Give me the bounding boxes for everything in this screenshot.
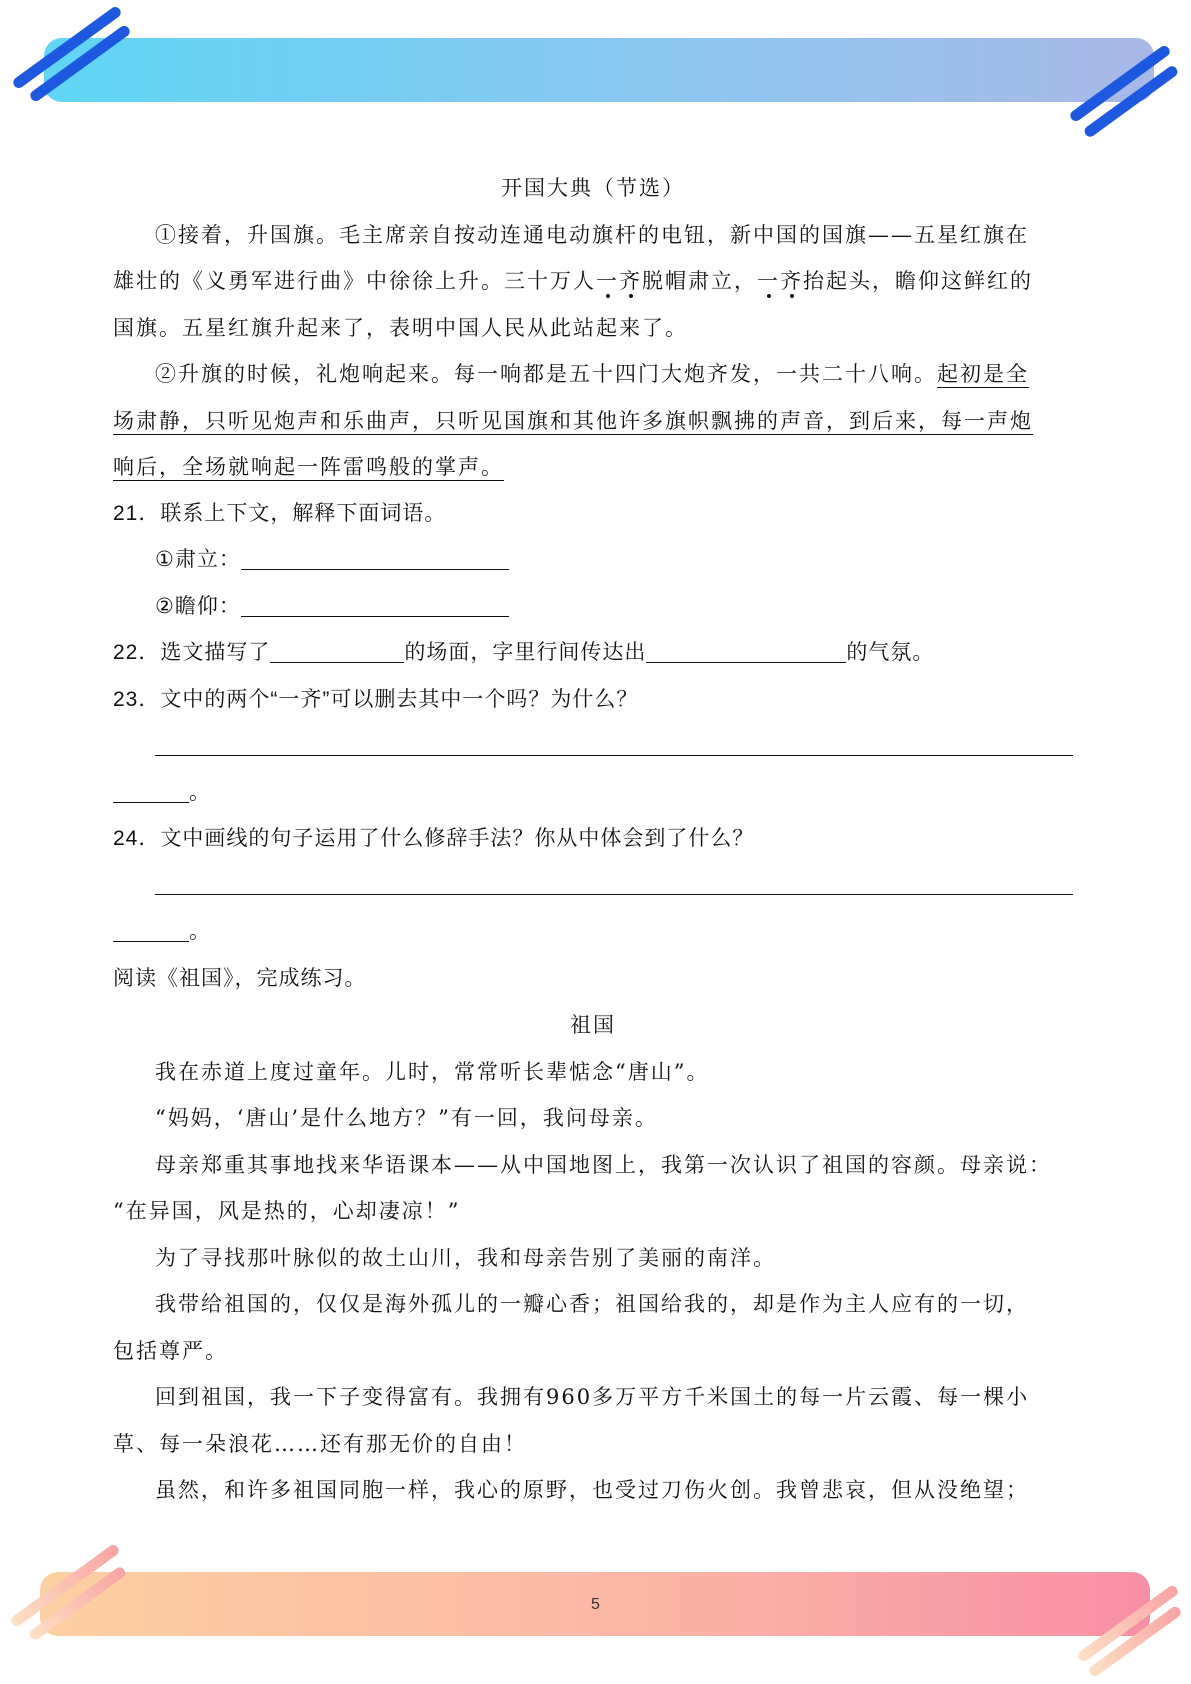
end-mark: 。 bbox=[189, 920, 211, 943]
passage-2-line-2: “妈妈，‘唐山’是什么地方？”有一回，我问母亲。 bbox=[155, 1106, 658, 1130]
header-band bbox=[44, 38, 1154, 102]
answer-area-24-end bbox=[113, 909, 1073, 956]
passage-2-line-3: 母亲郑重其事地找来华语课本——从中国地图上，我第一次认识了祖国的容颜。母亲说： bbox=[155, 1152, 1052, 1177]
underlined-sentence-end: 响后，全场就响起一阵雷鸣般的掌声。 bbox=[113, 455, 504, 479]
emphasis-dot-char: 一 bbox=[596, 269, 619, 293]
paragraph-2-line-3 bbox=[113, 444, 1073, 491]
emphasized-word-yiqi-2 bbox=[757, 269, 803, 293]
passage-2-line-5: 为了寻找那叶脉似的故土山川，我和母亲告别了美丽的南洋。 bbox=[155, 1245, 776, 1270]
passage-2-title: 祖国 bbox=[570, 1013, 616, 1037]
passage-title: 开国大典（节选） bbox=[501, 176, 685, 200]
page-number: 5 bbox=[591, 1596, 600, 1613]
emphasis-dot-char: 一 bbox=[757, 269, 780, 293]
underlined-sentence-start: 起初是全 bbox=[937, 362, 1029, 386]
reading-instruction: 阅读《祖国》，完成练习。 bbox=[113, 966, 367, 990]
answer-blank-24-tail[interactable] bbox=[113, 915, 189, 942]
paragraph-1-line-3: 国旗。五星红旗升起来了，表明中国人民从此站起来了。 bbox=[113, 315, 688, 340]
passage-2-line-9: 草、每一朵浪花……还有那无价的自由！ bbox=[113, 1431, 527, 1456]
text-span: 雄壮的《义勇军进行曲》中徐徐上升。三十万人 bbox=[113, 269, 596, 293]
answer-blank-atmosphere[interactable] bbox=[646, 636, 846, 663]
passage-2-line-6: 我带给祖国的，仅仅是海外孤儿的一瓣心香；祖国给我的，却是作为主人应有的一切， bbox=[155, 1292, 1029, 1316]
answer-area-23-end bbox=[113, 770, 1073, 817]
worksheet-content bbox=[113, 165, 1073, 1514]
passage-2-line-7: 包括尊严。 bbox=[113, 1338, 228, 1363]
question-23: 23．文中的两个“一齐”可以删去其中一个吗？为什么？ bbox=[113, 687, 639, 711]
passage-2-line-1: 我在赤道上度过童年。儿时，常常听长辈惦念“唐山”。 bbox=[155, 1059, 710, 1084]
passage-2-line-4: “在异国，风是热的，心却凄凉！” bbox=[113, 1199, 461, 1223]
question-21-b bbox=[113, 584, 1073, 631]
question-21-a bbox=[113, 537, 1073, 584]
paragraph-2-line-1 bbox=[113, 351, 1073, 398]
text-span: ②升旗的时候，礼炮响起来。每一响都是五十四门大炮齐发，一共二十八响。 bbox=[155, 362, 937, 386]
question-21-a-label: ①肃立： bbox=[155, 548, 241, 571]
emphasis-dot-char: 齐 bbox=[780, 269, 803, 293]
passage-2-line-10: 虽然，和许多祖国同胞一样，我心的原野，也受过刀伤火创。我曾悲哀，但从没绝望； bbox=[155, 1478, 1029, 1502]
emphasis-dot-char: 齐 bbox=[619, 269, 642, 293]
answer-blank-23-tail[interactable] bbox=[113, 776, 189, 803]
answer-blank-suli[interactable] bbox=[241, 543, 509, 570]
answer-blank-scene[interactable] bbox=[270, 636, 404, 663]
question-24: 24．文中画线的句子运用了什么修辞手法？你从中体会到了什么？ bbox=[113, 827, 755, 850]
answer-area-24[interactable] bbox=[113, 863, 1073, 910]
answer-rule bbox=[155, 755, 1073, 756]
question-21: 21．联系上下文，解释下面词语。 bbox=[113, 501, 447, 525]
question-21-b-label: ②瞻仰： bbox=[155, 594, 241, 618]
question-22 bbox=[113, 630, 1073, 677]
question-22-text-a: 22．选文描写了 bbox=[113, 641, 271, 664]
question-22-text-b: 的场面，字里行间传达出 bbox=[404, 641, 647, 664]
text-span: 脱帽肃立， bbox=[642, 269, 757, 293]
answer-rule bbox=[155, 894, 1073, 895]
paragraph-2-line-2 bbox=[113, 398, 1073, 445]
question-22-text-c: 的气氛。 bbox=[846, 641, 935, 664]
passage-2-line-8: 回到祖国，我一下子变得富有。我拥有960多万平方千米国土的每一片云霞、每一棵小 bbox=[155, 1385, 1030, 1409]
emphasized-word-yiqi-1 bbox=[596, 269, 642, 293]
end-mark: 。 bbox=[189, 780, 211, 804]
paragraph-1-line-2 bbox=[113, 258, 1073, 305]
answer-area-23[interactable] bbox=[113, 723, 1073, 770]
answer-blank-zhanyang[interactable] bbox=[241, 590, 509, 617]
underlined-sentence-mid: 场肃静，只听见炮声和乐曲声，只听见国旗和其他许多旗帜飘拂的声音，到后来，每一声炮 bbox=[113, 408, 1033, 433]
paragraph-1-line-1: ①接着，升国旗。毛主席亲自按动连通电动旗杆的电钮，新中国的国旗——五星红旗在 bbox=[155, 222, 1029, 247]
text-span: 抬起头，瞻仰这鲜红的 bbox=[803, 269, 1033, 293]
